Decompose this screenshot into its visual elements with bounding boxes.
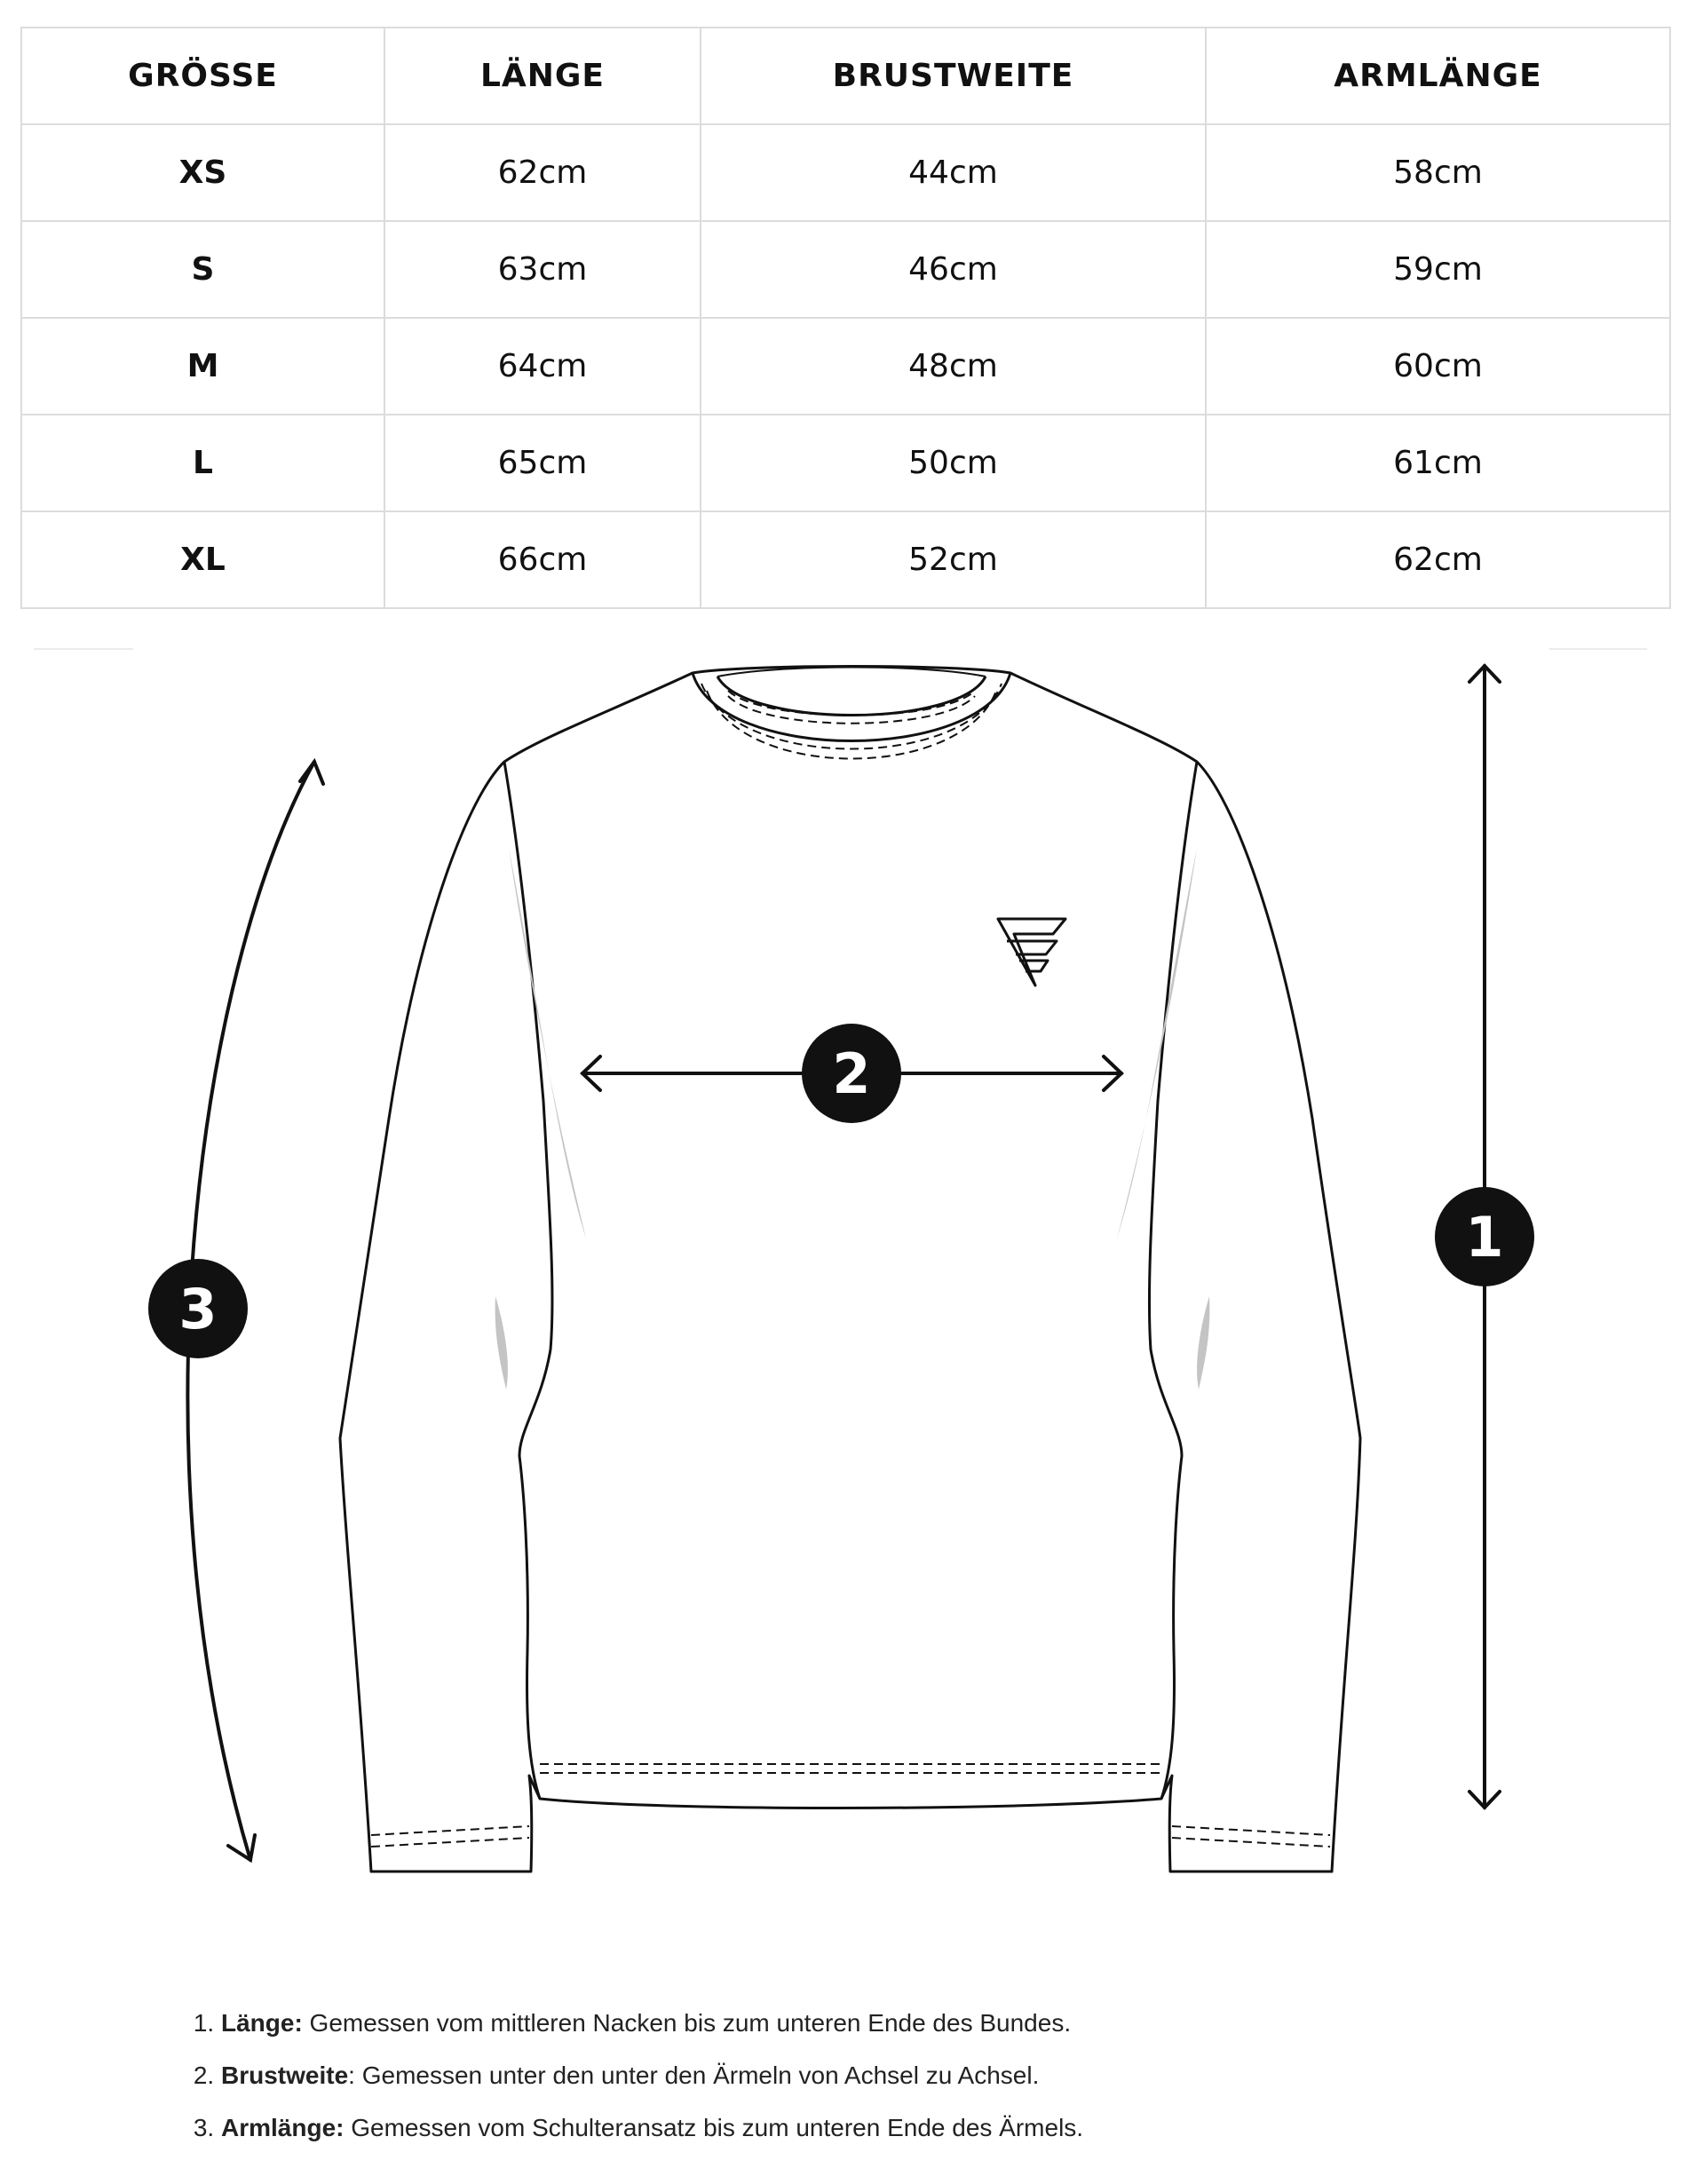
size-cell: S [21, 221, 384, 318]
header-size: GRÖSSE [21, 28, 384, 124]
note-sleeve-length [221, 2113, 1083, 2165]
table-row [21, 318, 1670, 415]
note-text: Gemessen vom mittleren Nacken bis zum unteren Ende des Bundes. [302, 2009, 1072, 2037]
table-row [21, 221, 1670, 318]
size-cell: XS [21, 124, 384, 221]
size-cell: L [21, 415, 384, 511]
sleeve-length-cell: 62cm [1206, 511, 1670, 608]
measurement-notes [187, 2008, 1083, 2165]
length-cell: 65cm [384, 415, 701, 511]
shirt-measurement-diagram [0, 639, 1687, 1900]
length-cell: 66cm [384, 511, 701, 608]
note-text: : Gemessen unter den unter den Ärmeln von Achsel zu Achsel. [348, 2061, 1040, 2089]
chest-width-cell: 44cm [701, 124, 1206, 221]
size-cell: M [21, 318, 384, 415]
chest-width-cell: 50cm [701, 415, 1206, 511]
table-row [21, 124, 1670, 221]
sleeve-length-cell: 58cm [1206, 124, 1670, 221]
header-sleeve-length: ARMLÄNGE [1206, 28, 1670, 124]
sleeve-length-cell: 59cm [1206, 221, 1670, 318]
table-row [21, 415, 1670, 511]
note-length [221, 2008, 1083, 2061]
sleeve-length-cell: 60cm [1206, 318, 1670, 415]
chest-width-cell: 46cm [701, 221, 1206, 318]
size-table [20, 27, 1671, 609]
chest-width-marker-label: 2 [832, 1041, 871, 1106]
length-cell: 62cm [384, 124, 701, 221]
chest-width-cell: 52cm [701, 511, 1206, 608]
note-chest-width [221, 2061, 1083, 2113]
table-header-row [21, 28, 1670, 124]
header-length: LÄNGE [384, 28, 701, 124]
chest-width-cell: 48cm [701, 318, 1206, 415]
note-text: Gemessen vom Schulteransatz bis zum unteren Ende des Ärmels. [344, 2114, 1084, 2141]
length-cell: 63cm [384, 221, 701, 318]
length-marker-label: 1 [1465, 1205, 1504, 1270]
table-row [21, 511, 1670, 608]
sleeve-length-cell: 61cm [1206, 415, 1670, 511]
shirt-outline [340, 667, 1360, 1872]
note-term: Brustweite [221, 2061, 349, 2089]
header-chest-width: BRUSTWEITE [701, 28, 1206, 124]
note-term: Länge: [221, 2009, 303, 2037]
sleeve-length-marker-label: 3 [178, 1277, 218, 1341]
length-cell: 64cm [384, 318, 701, 415]
size-cell: XL [21, 511, 384, 608]
note-term: Armlänge: [221, 2114, 345, 2141]
